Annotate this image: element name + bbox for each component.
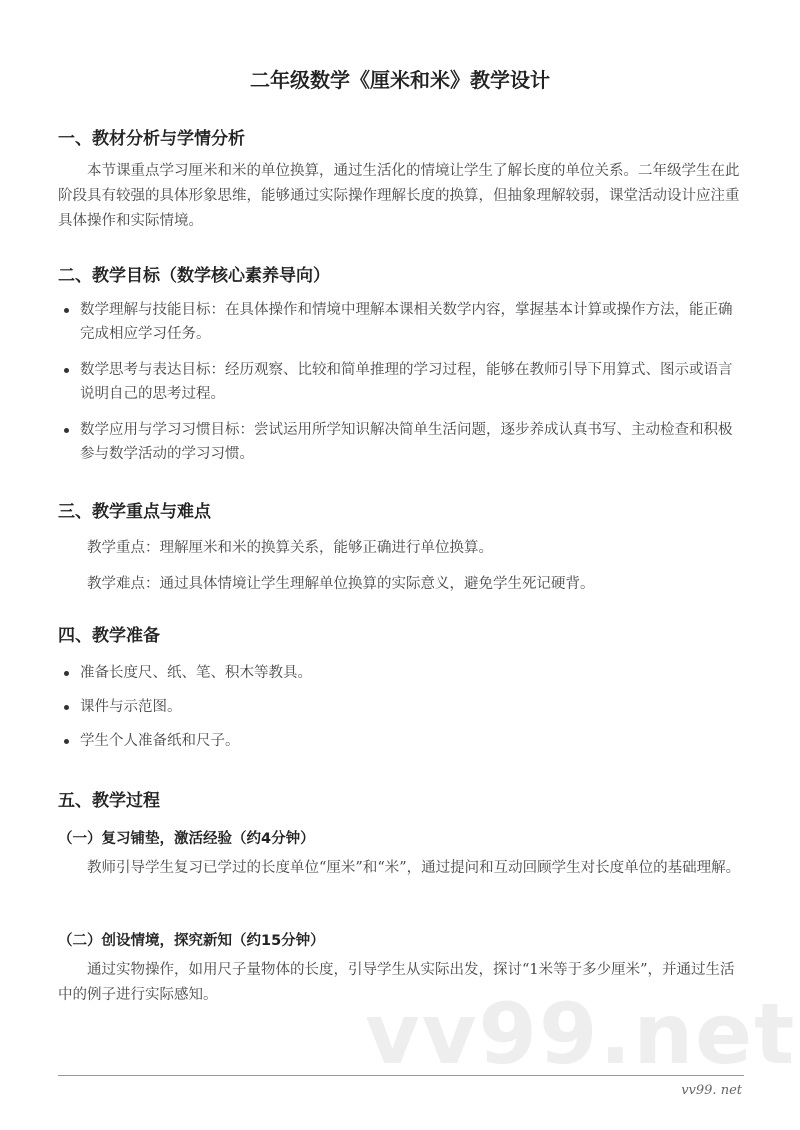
list-item-text: 数学应用与学习习惯目标：尝试运用所学知识解决简单生活问题，逐步养成认真书写、主动检查和积极参与数学活动的学习习惯。 xyxy=(80,422,733,462)
bullet-icon xyxy=(64,368,69,373)
list-item xyxy=(58,729,744,753)
bullet-icon xyxy=(64,308,69,313)
list-item-text: 数学理解与技能目标：在具体操作和情境中理解本课相关数学内容，掌握基本计算或操作方法，能正确完成相应学习任务。 xyxy=(80,302,733,342)
section-heading-4: 四、教学准备 xyxy=(58,626,160,646)
list-item-text: 课件与示范图。 xyxy=(80,699,182,715)
list-item-text: 数学思考与表达目标：经历观察、比较和简单推理的学习过程，能够在教师引导下用算式、图示或语言说明自己的思考过程。 xyxy=(80,362,733,402)
footer-divider xyxy=(58,1075,744,1076)
subsection-2-paragraph: 通过实物操作，如用尺子量物体的长度，引导学生从实际出发，探讨“1米等于多少厘米”，并通过生活中的例子进行实际感知。 xyxy=(58,962,735,1003)
list-item-text: 准备长度尺、纸、笔、积木等教具。 xyxy=(80,665,312,681)
list-item xyxy=(58,695,744,719)
section-heading-3: 三、教学重点与难点 xyxy=(58,502,211,522)
subsection-heading-2: （二）创设情境，探究新知（约15分钟） xyxy=(58,933,325,949)
key-point-paragraph: 教学重点：理解厘米和米的换算关系，能够正确进行单位换算。 xyxy=(87,540,493,556)
objectives-list xyxy=(58,298,744,466)
preparation-list xyxy=(58,661,744,753)
bullet-icon xyxy=(64,705,69,710)
section-heading-5: 五、教学过程 xyxy=(58,791,160,811)
subsection-1-paragraph: 教师引导学生复习已学过的长度单位“厘米”和“米”，通过提问和互动回顾学生对长度单位的基础理解。 xyxy=(87,860,741,876)
bullet-icon xyxy=(64,428,69,433)
difficulty-paragraph: 教学难点：通过具体情境让学生理解单位换算的实际意义，避免学生死记硬背。 xyxy=(87,576,595,592)
list-item xyxy=(58,298,744,346)
document-title: 二年级数学《厘米和米》教学设计 xyxy=(250,68,550,92)
list-item xyxy=(58,418,744,466)
list-item xyxy=(58,358,744,406)
watermark: vv99.net xyxy=(365,985,797,1083)
bullet-icon xyxy=(64,671,69,676)
subsection-heading-1: （一）复习铺垫，激活经验（约4分钟） xyxy=(58,831,315,847)
bullet-icon xyxy=(64,739,69,744)
footer-text: vv99. net xyxy=(681,1083,742,1098)
section-heading-2: 二、教学目标（数学核心素养导向） xyxy=(58,266,330,286)
list-item xyxy=(58,661,744,685)
section-1-paragraph: 本节课重点学习厘米和米的单位换算，通过生活化的情境让学生了解长度的单位关系。二年级学生在此阶段具有较强的具体形象思维，能够通过实际操作理解长度的换算，但抽象理解较弱，课堂活动设计应注重具体操作和实际情境。 xyxy=(58,163,740,229)
list-item-text: 学生个人准备纸和尺子。 xyxy=(80,733,240,749)
section-heading-1: 一、教材分析与学情分析 xyxy=(58,129,245,149)
